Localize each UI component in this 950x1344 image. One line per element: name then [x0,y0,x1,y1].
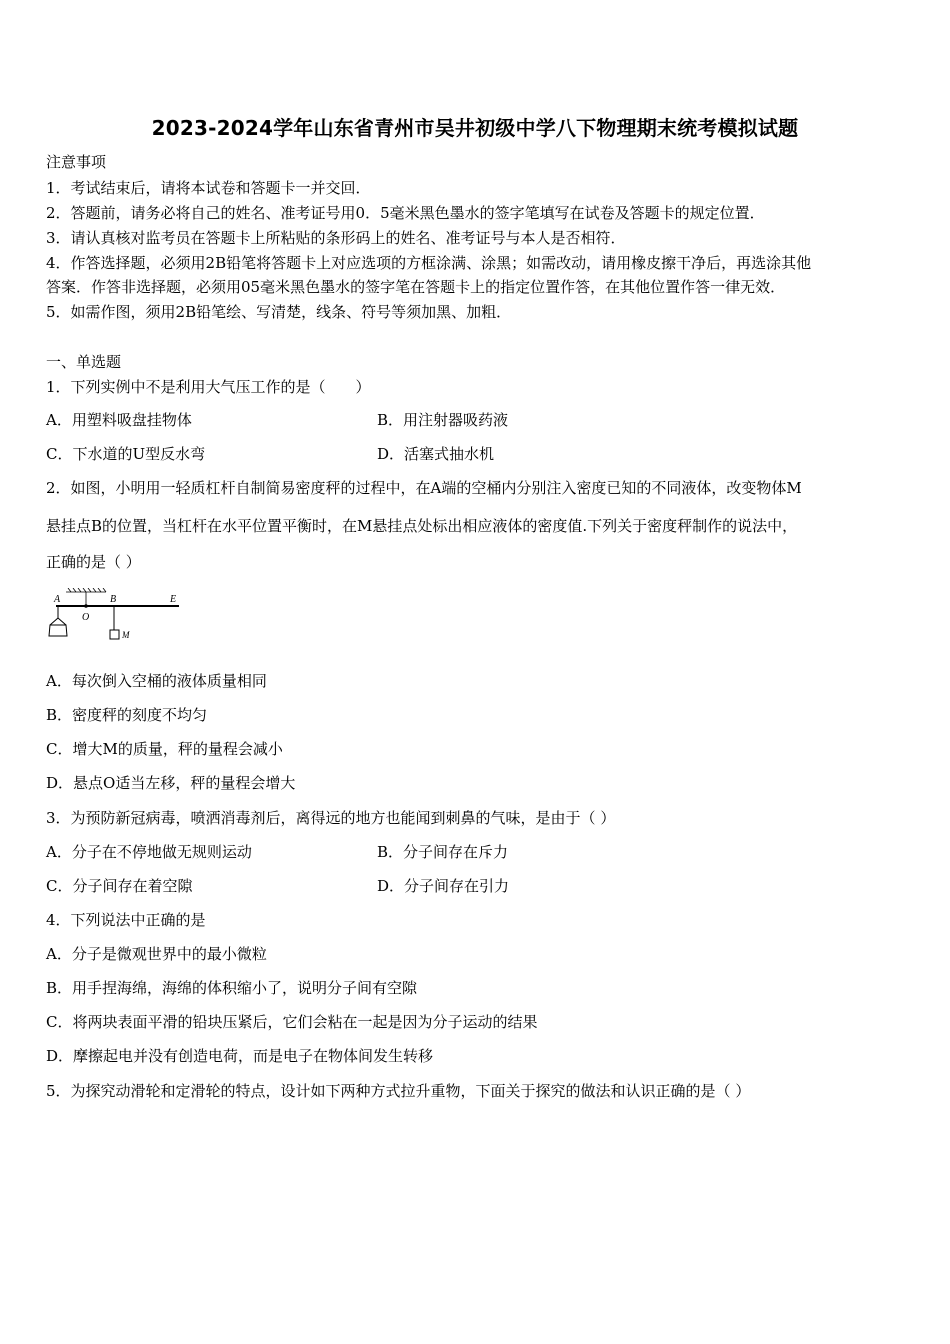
label-e: E [170,594,177,605]
question-5-stem: 5．为探究动滑轮和定滑轮的特点，设计如下两种方式拉升重物，下面关于探究的做法和认识正确的是（ ） [46,1082,751,1100]
question-1-option-b: B．用注射器吸药液 [377,411,509,429]
notice-item: 5．如需作图，须用2B铅笔绘、写清楚，线条、符号等须加黑、加粗． [46,303,512,321]
exam-title: 2023-2024学年山东省青州市吴井初级中学八下物理期末统考模拟试题 [151,116,799,140]
question-2-option-d: D．悬点O适当左移，秤的量程会增大 [46,774,296,792]
question-3-option-c: C．分子间存在着空隙 [46,877,193,895]
question-2-option-c: C．增大M的质量，秤的量程会减小 [46,740,283,758]
question-3-stem: 3．为预防新冠病毒，喷洒消毒剂后，离得远的地方也能闻到刺鼻的气味，是由于（ ） [46,809,616,827]
ceiling-support [66,588,106,605]
notice-heading: 注意事项 [46,153,107,171]
question-2-option-b: B．密度秤的刻度不均匀 [46,706,208,724]
notice-item: 2．答题前，请务必将自己的姓名、准考证号用0．5毫米黑色墨水的签字笔填写在试卷及答题卡的规定位置． [46,204,765,222]
lever-density-scale-figure [44,588,189,644]
question-4-stem: 4．下列说法中正确的是 [46,911,206,929]
question-2-stem-line-1: 2．如图，小明用一轻质杠杆自制简易密度秤的过程中，在A端的空桶内分别注入密度已知的不同液体，改变物体M [46,479,802,497]
label-a: A [54,594,61,605]
bucket [49,606,67,636]
question-2-stem-line-3: 正确的是（ ） [46,553,141,571]
notice-item: 1．考试结束后，请将本试卷和答题卡一并交回． [46,179,371,197]
notice-item: 4．作答选择题，必须用2B铅笔将答题卡上对应选项的方框涂满、涂黑；如需改动，请用橡皮擦干净后，再选涂其他 [46,254,812,272]
mass-m [110,606,119,639]
notice-item: 答案．作答非选择题，必须用05毫米黑色墨水的签字笔在答题卡上的指定位置作答，在其他位置作答一律无效． [46,278,786,296]
label-o: O [82,612,90,623]
question-3-option-b: B．分子间存在斥力 [377,843,509,861]
notice-item: 3．请认真核对监考员在答题卡上所粘贴的条形码上的姓名、准考证号与本人是否相符． [46,229,626,247]
question-4-option-b: B．用手捏海绵，海绵的体积缩小了，说明分子间有空隙 [46,979,418,997]
question-4-option-d: D．摩擦起电并没有创造电荷，而是电子在物体间发生转移 [46,1047,434,1065]
question-3-option-d: D．分子间存在引力 [377,877,510,895]
question-4-option-a: A．分子是微观世界中的最小微粒 [46,945,267,963]
question-2-stem-line-2: 悬挂点B的位置，当杠杆在水平位置平衡时，在M悬挂点处标出相应液体的密度值.下列关于密度秤制作的说法中， [46,517,798,535]
label-b: B [110,594,117,605]
question-1-option-c: C．下水道的U型反水弯 [46,445,206,463]
section-heading: 一、单选题 [46,353,122,371]
question-2-option-a: A．每次倒入空桶的液体质量相同 [46,672,267,690]
question-3-option-a: A．分子在不停地做无规则运动 [46,843,252,861]
question-1-option-a: A．用塑料吸盘挂物体 [46,411,192,429]
question-4-option-c: C．将两块表面平滑的铅块压紧后，它们会粘在一起是因为分子运动的结果 [46,1013,538,1031]
label-m: M [122,630,130,640]
question-1-stem: 1．下列实例中不是利用大气压工作的是（ ） [46,378,371,396]
pivot-o [84,604,88,608]
question-1-option-d: D．活塞式抽水机 [377,445,495,463]
